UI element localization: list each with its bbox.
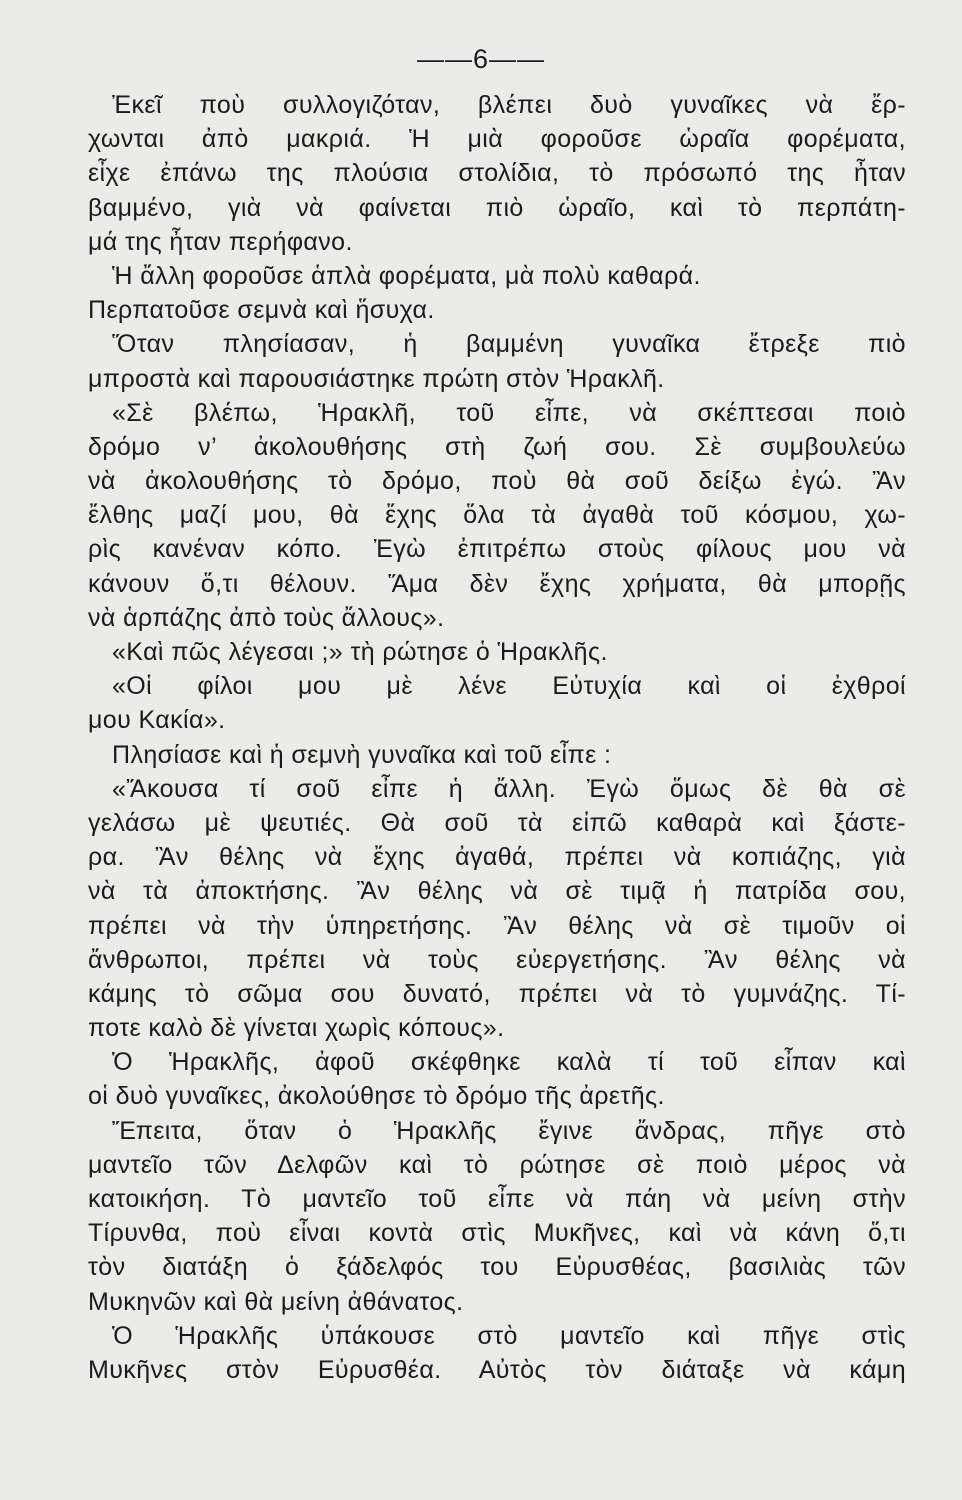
text-line: Ὅταν πλησίασαν, ἡ βαμμένη γυναῖκα ἔτρεξε πιὸ [112,330,906,359]
text-line: κατοικήση. Τὸ μαντεῖο τοῦ εἶπε νὰ πάη νὰ μείνη στὴν [88,1185,906,1213]
text-line: Ἡ ἄλλη φοροῦσε ἁπλὰ φορέματα, μὰ πολὺ καθαρά. [112,261,701,290]
text-line: Μυκηνῶν καὶ θὰ μείνη ἀθάνατος. [88,1287,464,1316]
text-line: Πλησίασε καὶ ἡ σεμνὴ γυναῖκα καὶ τοῦ εἶπε : [112,740,612,769]
text-line: μπροστὰ καὶ παρουσιάστηκε πρώτη στὸν Ἡρακλῆ. [88,364,665,393]
text-line: Τίρυνθα, ποὺ εἶναι κοντὰ στὶς Μυκῆνες, καὶ νὰ κάνη ὅ,τι [88,1219,906,1248]
text-line: γελάσω μὲ ψευτιές. Θὰ σοῦ τὰ εἰπῶ καθαρὰ καὶ ξάστε- [88,808,906,837]
text-line: βαμμένο, γιὰ νὰ φαίνεται πιὸ ὡραῖο, καὶ τὸ περπάτη- [88,193,906,222]
page-body-text [88,88,906,1387]
text-line: «Καὶ πῶς λέγεσαι ;» τὴ ρώτησε ὁ Ἡρακλῆς. [112,638,608,666]
text-line: ἔλθης μαζί μου, θὰ ἔχης ὅλα τὰ ἀγαθὰ τοῦ κόσμου, χω- [88,501,906,530]
text-line: Περπατοῦσε σεμνὰ καὶ ἥσυχα. [88,296,435,325]
text-line: «Σὲ βλέπω, Ἡρακλῆ, τοῦ εἶπε, νὰ σκέπτεσαι ποιὸ [112,398,906,427]
text-line: κάνουν ὅ,τι θέλουν. Ἅμα δὲν ἔχης χρήματα, θὰ μπορῇς [88,569,906,598]
text-line: Ὁ Ἡρακλῆς, ἀφοῦ σκέφθηκε καλὰ τί τοῦ εἶπαν καὶ [112,1048,906,1077]
text-line: χωνται ἀπὸ μακριά. Ἡ μιὰ φοροῦσε ὡραῖα φορέματα, [88,125,906,154]
text-line: κάμης τὸ σῶμα σου δυνατό, πρέπει νὰ τὸ γυμνάζης. Τί- [88,979,906,1008]
text-line: Ἐκεῖ ποὺ συλλογιζόταν, βλέπει δυὸ γυναῖκες νὰ ἔρ- [112,91,906,119]
text-line: νὰ ἁρπάζης ἀπὸ τοὺς ἄλλους». [88,603,445,632]
text-line: Ὁ Ἡρακλῆς ὑπάκουσε στὸ μαντεῖο καὶ πῆγε στὶς [112,1321,906,1350]
text-line: μά της ἦταν περήφανο. [88,227,353,256]
text-line: δρόμο ν’ ἀκολουθήσης στὴ ζωή σου. Σὲ συμβουλεύω [88,432,906,461]
text-line: πρέπει νὰ τὴν ὑπηρετήσης. Ἂν θέλης νὰ σὲ τιμοῦν οἱ [88,911,906,940]
page-number: ——6—— [416,44,546,74]
text-line: νὰ τὰ ἀποκτήσης. Ἂν θέλης νὰ σὲ τιμᾷ ἡ πατρίδα σου, [88,877,906,906]
text-line: μαντεῖο τῶν Δελφῶν καὶ τὸ ρώτησε σὲ ποιὸ μέρος νὰ [88,1150,906,1179]
text-line: «Οἱ φίλοι μου μὲ λένε Εὐτυχία καὶ οἱ ἐχθροί [112,672,906,701]
text-line: τὸν διατάξη ὁ ξάδελφός του Εὐρυσθέας, βασιλιὰς τῶν [88,1253,906,1282]
text-line: ἄνθρωποι, πρέπει νὰ τοὺς εὐεργετήσης. Ἂν θέλης νὰ [88,945,906,974]
text-line: ποτε καλὸ δὲ γίνεται χωρὶς κόπους». [88,1014,505,1043]
text-line: εἶχε ἐπάνω της πλούσια στολίδια, τὸ πρόσωπό της ἦταν [88,159,906,188]
text-line: νὰ ἀκολουθήσης τὸ δρόμο, ποὺ θὰ σοῦ δείξω ἐγώ. Ἂν [88,467,906,496]
text-line: ρὶς κανέναν κόπο. Ἐγὼ ἐπιτρέπω στοὺς φίλους μου νὰ [88,535,906,564]
text-line: Ἔπειτα, ὅταν ὁ Ἡρακλῆς ἔγινε ἄνδρας, πῆγε στὸ [112,1116,906,1145]
text-line: μου Κακία». [88,706,226,735]
text-line: Μυκῆνες στὸν Εὐρυσθέα. Αὐτὸς τὸν διάταξε νὰ κάμη [88,1355,906,1384]
text-line: ρα. Ἂν θέλης νὰ ἔχης ἀγαθά, πρέπει νὰ κοπιάζης, γιὰ [88,843,906,872]
text-line: «Ἄκουσα τί σοῦ εἶπε ἡ ἄλλη. Ἐγὼ ὅμως δὲ θὰ σὲ [112,774,906,803]
text-line: οἱ δυὸ γυναῖκες, ἀκολούθησε τὸ δρόμο τῆς ἀρετῆς. [88,1082,665,1111]
